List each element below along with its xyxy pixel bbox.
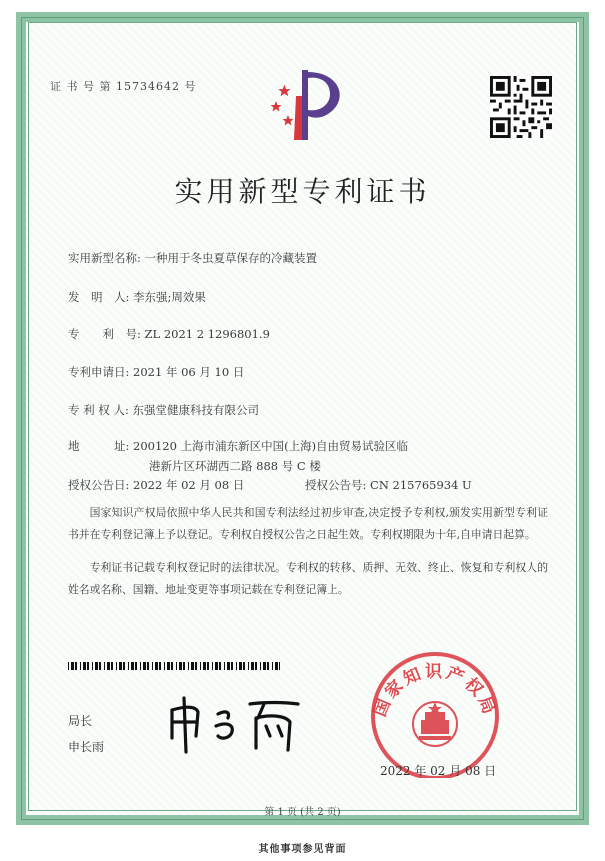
patent-no-label: 专 利 号: (68, 327, 141, 341)
certificate-title: 实用新型专利证书 (174, 175, 431, 208)
address-line-1: 200120 上海市浦东新区中国(上海)自由贸易试验区临 (133, 439, 409, 453)
patent-no-value: ZL 2021 2 1296801.9 (144, 327, 270, 341)
paragraph-1: 国家知识产权局依照中华人民共和国专利法经过初步审查,决定授予专利权,颁发实用新型专利证书并在专利登记簿上予以登记。专利权自授权公告之日起生效。专利权期限为十年,自申请日起算。 (68, 506, 548, 541)
field-name (68, 250, 317, 266)
holder-label: 专 利 权 人: (68, 403, 129, 417)
field-inventor (68, 289, 206, 305)
page-number: 第 1 页 (共 2 页) (264, 807, 341, 818)
address-line-2: 港新片区环湖西二路 888 号 C 楼 (149, 459, 321, 473)
qr-code (490, 76, 552, 138)
field-grant-date (68, 477, 244, 493)
inventor-value: 李东强;周效果 (133, 290, 206, 304)
name-label: 实用新型名称: (68, 251, 141, 265)
paragraph-2: 专利证书记载专利权登记时的法律状况。专利权的转移、质押、无效、终止、恢复和专利权人的姓名或名称、国籍、地址变更等事项记载在专利登记簿上。 (68, 561, 548, 596)
barcode (68, 662, 280, 670)
field-address (68, 438, 408, 454)
certificate-number (50, 78, 197, 94)
inventor-label: 发 明 人: (68, 290, 130, 304)
apply-date-value: 2021 年 06 月 10 日 (133, 365, 245, 379)
grant-no-value: CN 215765934 U (370, 478, 472, 492)
grant-no-label: 授权公告号: (305, 478, 367, 492)
signer-title: 局长 (68, 714, 93, 728)
footer-note: 其他事项参见背面 (258, 844, 347, 855)
cert-no-value: 15734642 (116, 80, 180, 93)
seal-text: 国家知识产权局 (370, 662, 500, 720)
field-holder (68, 402, 259, 418)
patent-office-logo (258, 66, 354, 146)
apply-date-label: 专利申请日: (68, 365, 130, 379)
cert-no-suffix: 号 (184, 80, 197, 93)
field-address-line-2 (149, 458, 321, 474)
field-apply-date (68, 364, 244, 380)
address-label: 地 址: (68, 439, 130, 453)
seal-date: 2022 年 02 月 08 日 (380, 764, 497, 778)
name-value: 一种用于冬虫夏草保存的冷藏装置 (144, 251, 318, 265)
holder-value: 东强堂健康科技有限公司 (132, 403, 259, 417)
grant-date-value: 2022 年 02 月 08 日 (133, 478, 245, 492)
signer-name: 申长雨 (68, 740, 105, 754)
grant-date-label: 授权公告日: (68, 478, 130, 492)
field-patent-no (68, 326, 270, 342)
handwritten-signature (160, 688, 310, 758)
field-grant-no (305, 477, 472, 493)
cert-no-label: 证 书 号 第 (50, 80, 112, 93)
official-seal (360, 648, 510, 778)
